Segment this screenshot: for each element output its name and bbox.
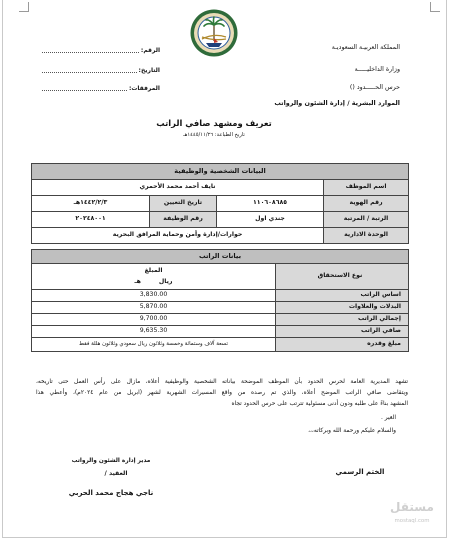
body-text-line: المشهد بناءً على طلبه ودون أدنى مسئولية تترتب على حرس الحدود تجاه [231,401,408,407]
body-text-line: تشهد المديرية العامة لحرس الحدود بأن الموظف الموضحة بياناته الشخصية والوظيفية أعلاه، مازال على رأس العمل حتى تاريخه، [36,379,408,385]
print-date: تاريخ الطباعة: ١٤٤٥/١١/٢٦هـ [183,132,245,138]
mostaql-watermark: مستقل [390,500,434,514]
body-text-line: ويتقاضى صافي الراتب الموضح أعلاه، والذي تم رصده من واقع المسيرات الشهرية لشهر (ابريل من عام ٢٠٢٤م)، وأعطي هذا [36,390,408,396]
currency-halala: هـ [134,277,141,285]
amount-header [32,264,276,290]
mostaql-watermark-url: mostaql.com [394,518,430,524]
rank: جندي اول [217,212,324,228]
dotted-line [42,90,127,91]
header-department: الموارد البشرية / إدارة الشئون والرواتب [274,99,400,107]
table-row [32,212,409,228]
personal-data-heading: البيانات الشخصية والوظيفية [32,164,409,180]
dotted-line [42,52,139,53]
crop-mark-top-left [19,11,29,12]
salary-heading: بيانات الراتب [32,250,409,264]
header-agency: حرس الحـــــدود () [349,84,400,91]
currency-units [135,279,173,286]
job-number-label: رقم الوظيفة [150,212,217,228]
employee-name: نايف أحمد محمد الأحمري [32,180,324,196]
currency-riyal: ريال [158,277,173,285]
rank-label: الرتبة / المرتبة [324,212,409,228]
table-row [32,302,409,314]
date-field [42,65,160,74]
amount-in-words-label: مبلغ وقدره [276,338,409,352]
table-row [32,196,409,212]
salary-row-amount: 5,870.00 [32,302,276,314]
attachments-field [42,83,160,92]
crop-mark-top-right [430,11,440,12]
id-number: ١١٠٦٠٨٦٨٥ [217,196,324,212]
table-row [32,314,409,326]
hire-date-label: تاريخ التعيين [150,196,217,212]
salary-row-label: البدلات والعلاوات [276,302,409,314]
personal-data-table [31,163,409,244]
reference-number-label: الرقم: [140,47,160,54]
job-number: ٢٠٢٤٨٠٠١ [32,212,150,228]
attachments-label: المرفقات: [129,85,160,92]
greeting-line: والسلام عليكم ورحمة الله وبركاته،،، [308,428,396,434]
table-row [32,228,409,244]
unit-label: الوحدة الادارية [324,228,409,244]
page-border-left [2,0,3,538]
entitlement-type-header: نوع الاستحقاق [276,264,409,290]
table-row [32,180,409,196]
unit: حوارات/إدارة وأمن وحماية المرافق البحرية [32,228,324,244]
reference-number-field [42,45,160,54]
director-rank: العقيد / [104,470,128,477]
hire-date: ١٤٤٢/٢/٣هـ [32,196,150,212]
page-border-bottom [2,537,447,538]
table-row [32,290,409,302]
document-title: تعريف ومشهد صافي الراتب [156,118,272,128]
dotted-line [42,72,137,73]
body-closing-line: الغير . [380,415,396,421]
salary-row-amount: 3,830.00 [32,290,276,302]
salary-row-label: إجمالي الراتب [276,314,409,326]
id-label: رقم الهوية [324,196,409,212]
table-row [32,326,409,338]
official-stamp-label: الختم الرسمي [335,468,385,476]
border-guard-emblem-icon [189,8,239,58]
header-country: المملكة العربيـة السعوديـة [331,44,400,51]
salary-row-label: اساس الراتب [276,290,409,302]
employee-name-label: اسم الموظف [324,180,409,196]
salary-row-label: صافي الراتب [276,326,409,338]
date-label: التاريخ: [138,67,160,74]
salary-row-amount: 9,700.00 [32,314,276,326]
header-ministry: وزارة الداخليـــــة [354,66,400,73]
salary-table [31,249,409,352]
director-title: مدير إدارة الشئون والرواتب [71,458,151,464]
amount-header-label: المبلغ [144,266,163,274]
page-border-right [446,0,447,538]
salary-row-amount: 9,635.30 [32,326,276,338]
table-row [32,338,409,352]
director-name: ناجي هجاج محمد الحربي [68,489,154,497]
amount-in-words: تسعة آلاف وستمائة وخمسة وثلاثون ريال سعودي وثلاثون هللة فقط [32,338,276,352]
